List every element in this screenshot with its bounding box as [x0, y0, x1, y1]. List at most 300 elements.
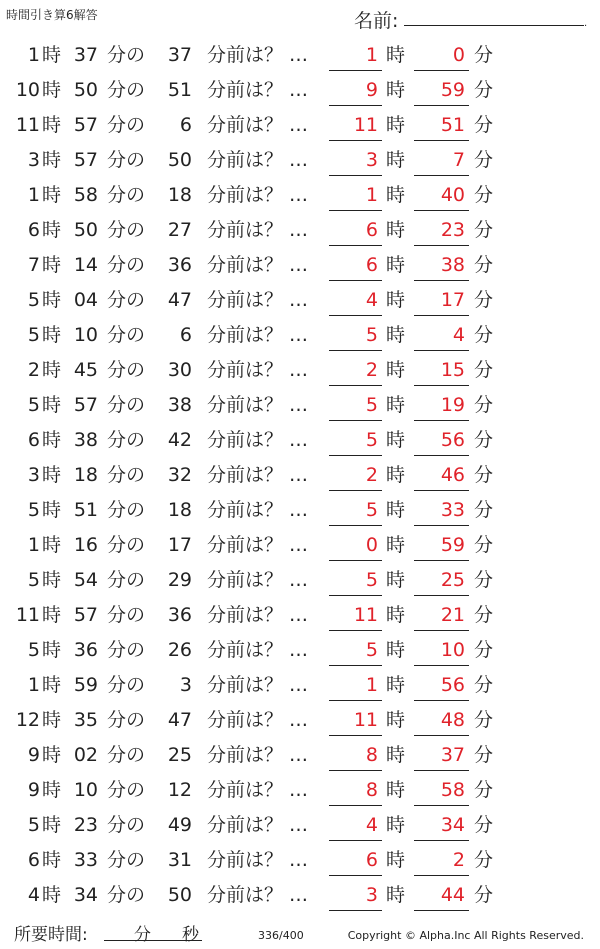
minute-unit: 分の	[107, 499, 146, 521]
answer-minute: 4	[452, 324, 465, 346]
problem-row	[0, 810, 600, 840]
hour-unit: 時	[42, 289, 62, 311]
answer-hour-line	[329, 770, 382, 771]
answer-minute: 40	[440, 184, 465, 206]
answer-hour-line	[329, 560, 382, 561]
answer-hour-unit: 時	[386, 184, 406, 206]
answer-minute-line	[414, 560, 469, 561]
minute-unit: 分の	[107, 429, 146, 451]
answer-minute-unit: 分	[474, 604, 494, 626]
answer-minute-unit: 分	[474, 709, 494, 731]
minutes-before-value: 30	[167, 359, 192, 381]
minute-value: 58	[73, 184, 98, 206]
problem-row	[0, 425, 600, 455]
answer-minute-unit: 分	[474, 639, 494, 661]
answer-hour-line	[329, 665, 382, 666]
answer-hour-line	[329, 280, 382, 281]
hour-unit: 時	[42, 779, 62, 801]
answer-hour: 6	[365, 254, 378, 276]
answer-minute-unit: 分	[474, 219, 494, 241]
hour-value: 5	[27, 814, 40, 836]
answer-minute: 51	[440, 114, 465, 136]
hour-unit: 時	[42, 254, 62, 276]
minute-value: 54	[73, 569, 98, 591]
problem-row	[0, 145, 600, 175]
hour-unit: 時	[42, 569, 62, 591]
answer-minute-unit: 分	[474, 744, 494, 766]
hour-value: 3	[27, 149, 40, 171]
minute-value: 36	[73, 639, 98, 661]
minute-unit: 分の	[107, 884, 146, 906]
question-text: 分前は？ …	[207, 744, 309, 766]
question-text: 分前は？ …	[207, 359, 309, 381]
minute-value: 57	[73, 604, 98, 626]
minute-value: 51	[73, 499, 98, 521]
answer-minute: 10	[440, 639, 465, 661]
question-text: 分前は？ …	[207, 849, 309, 871]
minutes-before-value: 49	[167, 814, 192, 836]
problem-row	[0, 355, 600, 385]
question-text: 分前は？ …	[207, 884, 309, 906]
answer-hour: 8	[365, 744, 378, 766]
hour-unit: 時	[42, 359, 62, 381]
hour-value: 11	[15, 604, 40, 626]
answer-minute-unit: 分	[474, 779, 494, 801]
minutes-before-value: 36	[167, 254, 192, 276]
minute-value: 59	[73, 674, 98, 696]
answer-minute-unit: 分	[474, 359, 494, 381]
hour-value: 1	[27, 44, 40, 66]
answer-minute-line	[414, 735, 469, 736]
hour-value: 12	[15, 709, 40, 731]
minute-unit: 分の	[107, 44, 146, 66]
minutes-before-value: 36	[167, 604, 192, 626]
minute-value: 45	[73, 359, 98, 381]
question-text: 分前は？ …	[207, 569, 309, 591]
minute-unit: 分の	[107, 324, 146, 346]
answer-minute: 0	[452, 44, 465, 66]
hour-value: 5	[27, 499, 40, 521]
answer-minute-line	[414, 385, 469, 386]
answer-minute-unit: 分	[474, 674, 494, 696]
answer-minute-unit: 分	[474, 184, 494, 206]
answer-minute: 46	[440, 464, 465, 486]
answer-minute-line	[414, 700, 469, 701]
answer-hour-line	[329, 420, 382, 421]
minutes-before-value: 47	[167, 289, 192, 311]
worksheet-title: 時間引き算6解答	[6, 8, 98, 22]
question-text: 分前は？ …	[207, 639, 309, 661]
problem-row	[0, 110, 600, 140]
answer-minute: 15	[440, 359, 465, 381]
problem-row	[0, 600, 600, 630]
answer-hour: 4	[365, 814, 378, 836]
question-text: 分前は？ …	[207, 499, 309, 521]
answer-hour-unit: 時	[386, 639, 406, 661]
question-text: 分前は？ …	[207, 149, 309, 171]
minute-unit: 分の	[107, 184, 146, 206]
answer-minute: 56	[440, 674, 465, 696]
answer-hour: 11	[353, 114, 378, 136]
question-text: 分前は？ …	[207, 79, 309, 101]
hour-value: 3	[27, 464, 40, 486]
answer-minute: 19	[440, 394, 465, 416]
problem-row	[0, 565, 600, 595]
answer-minute: 21	[440, 604, 465, 626]
minute-unit: 分の	[107, 709, 146, 731]
answer-minute-line	[414, 770, 469, 771]
answer-hour-line	[329, 210, 382, 211]
minute-unit: 分の	[107, 464, 146, 486]
hour-value: 5	[27, 394, 40, 416]
answer-minute: 34	[440, 814, 465, 836]
answer-minute-unit: 分	[474, 44, 494, 66]
answer-minute-unit: 分	[474, 569, 494, 591]
answer-hour-unit: 時	[386, 219, 406, 241]
answer-minute-unit: 分	[474, 114, 494, 136]
minute-value: 02	[73, 744, 98, 766]
answer-hour-line	[329, 245, 382, 246]
answer-hour: 3	[365, 884, 378, 906]
answer-minute-line	[414, 105, 469, 106]
answer-hour-unit: 時	[386, 744, 406, 766]
answer-minute: 33	[440, 499, 465, 521]
answer-hour: 9	[365, 79, 378, 101]
minute-value: 37	[73, 44, 98, 66]
minute-value: 04	[73, 289, 98, 311]
hour-value: 7	[27, 254, 40, 276]
answer-hour-line	[329, 385, 382, 386]
answer-minute-unit: 分	[474, 324, 494, 346]
hour-unit: 時	[42, 534, 62, 556]
question-text: 分前は？ …	[207, 464, 309, 486]
answer-hour: 6	[365, 849, 378, 871]
answer-hour-unit: 時	[386, 569, 406, 591]
answer-hour-line	[329, 875, 382, 876]
hour-value: 5	[27, 289, 40, 311]
name-period: .	[584, 18, 588, 29]
problem-row	[0, 215, 600, 245]
answer-minute-line	[414, 910, 469, 911]
minute-unit: 分の	[107, 219, 146, 241]
answer-minute: 44	[440, 884, 465, 906]
answer-hour-unit: 時	[386, 289, 406, 311]
answer-hour-line	[329, 315, 382, 316]
answer-minute: 17	[440, 289, 465, 311]
answer-minute-unit: 分	[474, 429, 494, 451]
answer-hour-unit: 時	[386, 849, 406, 871]
time-taken-label: 所要時間:	[14, 925, 88, 945]
answer-minute: 37	[440, 744, 465, 766]
answer-hour-line	[329, 455, 382, 456]
answer-hour: 11	[353, 709, 378, 731]
minute-value: 57	[73, 149, 98, 171]
answer-hour-unit: 時	[386, 149, 406, 171]
answer-minute-unit: 分	[474, 149, 494, 171]
answer-hour-line	[329, 595, 382, 596]
answer-minute-line	[414, 420, 469, 421]
copyright: Copyright © Alpha.Inc All Rights Reserved.	[347, 929, 584, 942]
hour-value: 10	[15, 79, 40, 101]
problem-row	[0, 880, 600, 910]
answer-hour: 6	[365, 219, 378, 241]
answer-hour-line	[329, 700, 382, 701]
answer-minute-line	[414, 245, 469, 246]
answer-hour-unit: 時	[386, 464, 406, 486]
minute-value: 10	[73, 324, 98, 346]
hour-unit: 時	[42, 149, 62, 171]
answer-minute-line	[414, 70, 469, 71]
answer-minute-unit: 分	[474, 849, 494, 871]
minute-unit: 分の	[107, 779, 146, 801]
answer-hour-unit: 時	[386, 44, 406, 66]
answer-minute-line	[414, 525, 469, 526]
minute-unit: 分の	[107, 254, 146, 276]
hour-value: 4	[27, 884, 40, 906]
answer-hour-unit: 時	[386, 394, 406, 416]
answer-hour-unit: 時	[386, 254, 406, 276]
answer-hour-unit: 時	[386, 779, 406, 801]
answer-minute-line	[414, 350, 469, 351]
minutes-before-value: 47	[167, 709, 192, 731]
hour-value: 11	[15, 114, 40, 136]
hour-value: 5	[27, 324, 40, 346]
minute-value: 18	[73, 464, 98, 486]
hour-unit: 時	[42, 219, 62, 241]
hour-unit: 時	[42, 884, 62, 906]
minutes-before-value: 6	[179, 114, 192, 136]
minute-unit: 分の	[107, 394, 146, 416]
minute-unit: 分の	[107, 674, 146, 696]
answer-hour-unit: 時	[386, 604, 406, 626]
name-field[interactable]	[404, 25, 584, 26]
minute-value: 35	[73, 709, 98, 731]
answer-hour-line	[329, 630, 382, 631]
answer-hour-unit: 時	[386, 324, 406, 346]
hour-unit: 時	[42, 44, 62, 66]
problem-row	[0, 845, 600, 875]
hour-value: 9	[27, 779, 40, 801]
minute-value: 57	[73, 114, 98, 136]
minute-unit: 分の	[107, 569, 146, 591]
answer-minute-line	[414, 455, 469, 456]
answer-minute-line	[414, 840, 469, 841]
minute-value: 50	[73, 219, 98, 241]
minutes-before-value: 17	[167, 534, 192, 556]
answer-minute-unit: 分	[474, 79, 494, 101]
problem-row	[0, 250, 600, 280]
problem-row	[0, 740, 600, 770]
answer-hour-unit: 時	[386, 534, 406, 556]
minute-unit: 分の	[107, 79, 146, 101]
answer-hour: 11	[353, 604, 378, 626]
answer-hour-unit: 時	[386, 114, 406, 136]
question-text: 分前は？ …	[207, 674, 309, 696]
answer-hour-line	[329, 350, 382, 351]
answer-hour-line	[329, 140, 382, 141]
answer-hour: 0	[365, 534, 378, 556]
hour-value: 2	[27, 359, 40, 381]
answer-minute: 2	[452, 849, 465, 871]
answer-hour: 8	[365, 779, 378, 801]
answer-hour: 5	[365, 324, 378, 346]
answer-minute: 56	[440, 429, 465, 451]
minutes-before-value: 26	[167, 639, 192, 661]
minute-unit: 分の	[107, 114, 146, 136]
answer-hour: 3	[365, 149, 378, 171]
answer-hour-line	[329, 735, 382, 736]
answer-hour: 1	[365, 44, 378, 66]
seconds-label: 秒	[182, 925, 199, 945]
question-text: 分前は？ …	[207, 184, 309, 206]
problem-row	[0, 705, 600, 735]
question-text: 分前は？ …	[207, 429, 309, 451]
answer-hour: 5	[365, 499, 378, 521]
minute-value: 33	[73, 849, 98, 871]
answer-hour-line	[329, 70, 382, 71]
question-text: 分前は？ …	[207, 44, 309, 66]
answer-minute: 23	[440, 219, 465, 241]
answer-minute-unit: 分	[474, 289, 494, 311]
answer-hour-line	[329, 910, 382, 911]
answer-minute-line	[414, 280, 469, 281]
minute-unit: 分の	[107, 534, 146, 556]
answer-hour: 5	[365, 639, 378, 661]
minutes-before-value: 50	[167, 149, 192, 171]
minutes-before-value: 51	[167, 79, 192, 101]
answer-hour: 1	[365, 674, 378, 696]
answer-hour: 4	[365, 289, 378, 311]
minute-value: 16	[73, 534, 98, 556]
minute-value: 23	[73, 814, 98, 836]
minutes-before-value: 12	[167, 779, 192, 801]
problem-row	[0, 775, 600, 805]
name-label: 名前:	[354, 10, 399, 32]
answer-minute: 48	[440, 709, 465, 731]
hour-value: 6	[27, 849, 40, 871]
minutes-before-value: 38	[167, 394, 192, 416]
minutes-before-value: 42	[167, 429, 192, 451]
problem-row	[0, 460, 600, 490]
answer-minute: 58	[440, 779, 465, 801]
answer-minute-unit: 分	[474, 534, 494, 556]
minute-value: 14	[73, 254, 98, 276]
hour-unit: 時	[42, 114, 62, 136]
minute-value: 38	[73, 429, 98, 451]
answer-hour-unit: 時	[386, 79, 406, 101]
question-text: 分前は？ …	[207, 219, 309, 241]
minutes-before-value: 37	[167, 44, 192, 66]
question-text: 分前は？ …	[207, 114, 309, 136]
minute-value: 50	[73, 79, 98, 101]
minute-unit: 分の	[107, 744, 146, 766]
minutes-before-value: 50	[167, 884, 192, 906]
answer-hour-line	[329, 490, 382, 491]
answer-hour-unit: 時	[386, 359, 406, 381]
answer-hour-unit: 時	[386, 709, 406, 731]
minutes-before-value: 6	[179, 324, 192, 346]
answer-minute-unit: 分	[474, 464, 494, 486]
minute-unit: 分の	[107, 149, 146, 171]
answer-hour-unit: 時	[386, 429, 406, 451]
answer-hour: 5	[365, 394, 378, 416]
question-text: 分前は？ …	[207, 779, 309, 801]
minute-unit: 分の	[107, 289, 146, 311]
hour-unit: 時	[42, 604, 62, 626]
answer-minute: 7	[452, 149, 465, 171]
minutes-before-value: 18	[167, 184, 192, 206]
answer-hour-line	[329, 525, 382, 526]
answer-minute-unit: 分	[474, 499, 494, 521]
answer-hour-line	[329, 805, 382, 806]
problem-row	[0, 75, 600, 105]
minutes-label: 分	[134, 925, 151, 945]
minute-unit: 分の	[107, 639, 146, 661]
minute-value: 10	[73, 779, 98, 801]
minute-unit: 分の	[107, 849, 146, 871]
minute-value: 57	[73, 394, 98, 416]
minutes-before-value: 27	[167, 219, 192, 241]
question-text: 分前は？ …	[207, 604, 309, 626]
answer-minute-line	[414, 140, 469, 141]
answer-minute-line	[414, 175, 469, 176]
answer-minute-line	[414, 490, 469, 491]
answer-minute-line	[414, 595, 469, 596]
answer-hour: 2	[365, 464, 378, 486]
minute-value: 34	[73, 884, 98, 906]
answer-minute-line	[414, 210, 469, 211]
hour-value: 6	[27, 429, 40, 451]
hour-unit: 時	[42, 639, 62, 661]
answer-hour-unit: 時	[386, 499, 406, 521]
problem-row	[0, 530, 600, 560]
answer-minute-line	[414, 315, 469, 316]
hour-value: 6	[27, 219, 40, 241]
answer-hour-unit: 時	[386, 884, 406, 906]
hour-unit: 時	[42, 324, 62, 346]
hour-unit: 時	[42, 814, 62, 836]
question-text: 分前は？ …	[207, 814, 309, 836]
hour-value: 1	[27, 674, 40, 696]
hour-value: 1	[27, 534, 40, 556]
minutes-before-value: 32	[167, 464, 192, 486]
hour-unit: 時	[42, 464, 62, 486]
answer-minute: 59	[440, 534, 465, 556]
answer-minute-line	[414, 875, 469, 876]
minute-unit: 分の	[107, 814, 146, 836]
hour-unit: 時	[42, 709, 62, 731]
hour-unit: 時	[42, 849, 62, 871]
answer-minute-line	[414, 665, 469, 666]
hour-unit: 時	[42, 744, 62, 766]
answer-minute: 59	[440, 79, 465, 101]
answer-hour: 5	[365, 569, 378, 591]
hour-unit: 時	[42, 499, 62, 521]
question-text: 分前は？ …	[207, 324, 309, 346]
hour-unit: 時	[42, 674, 62, 696]
hour-value: 5	[27, 639, 40, 661]
answer-minute-line	[414, 805, 469, 806]
answer-hour-line	[329, 840, 382, 841]
answer-hour-unit: 時	[386, 674, 406, 696]
question-text: 分前は？ …	[207, 709, 309, 731]
answer-hour: 2	[365, 359, 378, 381]
problem-row	[0, 285, 600, 315]
hour-value: 9	[27, 744, 40, 766]
page-number: 336/400	[258, 929, 304, 942]
problem-row	[0, 495, 600, 525]
hour-unit: 時	[42, 79, 62, 101]
